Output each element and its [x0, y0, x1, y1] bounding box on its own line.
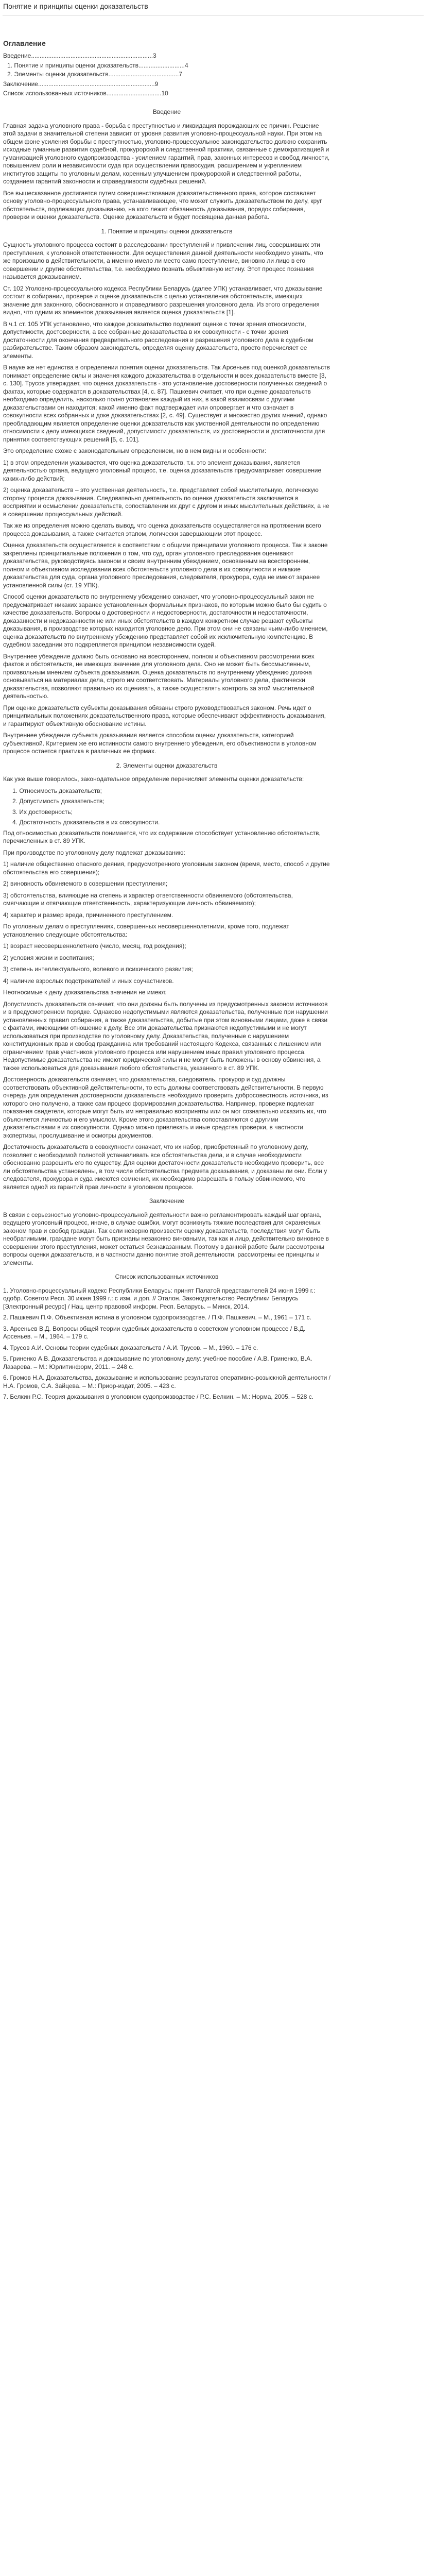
bibliography-entry: 1. Уголовно-процессуальный кодекс Республики Беларусь: принят Палатой представителей 24 июня 1999 г.: одобр. Советом Респ. 30 июня 1999 г.: с изм. и доп. // Эталон. Законодательство Республики Беларусь [Электронный ресурс] / Нац. центр правовой информ. Респ. Беларусь. – Минск, 2014. [3, 1286, 316, 1310]
conclusion-paragraph: В связи с серьезностью уголовно-процессуальной деятельности важно регламентировать каждый шаг органа, ведущего уголовный процесс, иначе, в случае ошибки, могут возникнуть тяжкие последствия для охраняемых законом прав и свобод граждан. Так если неверно произвести оценку доказательств, последствия могут быть необратимыми, граждане могут быть признаны незаконно виновными, так как и лицо, действительно виновное в совершении этого преступления, может остаться безнаказанным. Поэтому в данной работе были рассмотрены вопросы оценки доказательств, и в частности данно понятие этой деятельности, рассмотрены ее принципы и элементы. [3, 1211, 329, 1266]
bibliography-list [3, 1287, 330, 1401]
toc-entry-intro[interactable]: Введение.......................................................................3 [3, 52, 156, 59]
bibliography-entry: 2. Пашкевич П.Ф. Объективная истина в уголовном судопроизводстве. / П.Ф. Пашкевич. – М., 1961 – 171 с. [3, 1314, 311, 1321]
chapter-2-paragraph: При производстве по уголовному делу подлежат доказыванию: [3, 849, 185, 856]
chapter-1-section [3, 241, 330, 756]
toc-entry-chapter-2[interactable]: 2. Элементы оценки доказательств.........................................7 [7, 71, 183, 78]
chapter-2-list-item: 2. Допустимость доказательств; [12, 798, 104, 805]
chapter-1-paragraph: Внутреннее убеждение субъекта доказывания является способом оценки доказательств, категорией субъективной. Критерием же его истинности самого внутреннего убеждения, его объективности в уголовном процессе остается практика в различных ее формах. [3, 732, 317, 755]
bibliography-entry: 5. Гриненко А.В. Доказательства и доказывание по уголовному делу: учебное пособие / А.В. Гриненко, В.А. Лазарева. – М.: Юрлитинформ, 2011. – 248 с. [3, 1355, 312, 1370]
chapter-2-list [3, 787, 330, 827]
chapter-2-paragraph: 4) наличие взрослых подстрекателей и иных соучастников. [3, 977, 174, 985]
chapter-1-paragraph: Ст. 102 Уголовно-процессуального кодекса Республики Беларусь (далее УПК) устанавливает, что доказывание состоит в собирании, проверке и оценке доказательств с целью установления обстоятельств, имеющих значение для законного, обоснованного и справедливого разрешения уголовного дела. Из этого определения видно, что одним из элементов доказывания является оценка доказательств [1]. [3, 284, 323, 316]
toc-entry-chapter-1[interactable]: 1. Понятие и принципы оценки доказательств...........................4 [7, 62, 188, 69]
conclusion-heading: Заключение [149, 1197, 184, 1205]
chapter-2-paragraph: 2) условия жизни и воспитания; [3, 954, 94, 961]
bibliography-heading: Список использованных источников [115, 1273, 219, 1280]
chapter-1-heading: 1. Понятие и принципы оценки доказательств [101, 227, 233, 235]
toc-entry-conclusion[interactable]: Заключение....................................................................9 [3, 80, 159, 88]
chapter-1-paragraph: Способ оценки доказательств по внутреннему убеждению означает, что уголовно-процессуальный закон не предусматривает никаких заранее установленных формальных признаков, по которым можно было бы судить о качестве доказательств. Вопросы о достоверности и недостоверности, достаточности и недостаточности, доказанности и недоказанности не или иных обстоятельств в каждом конкретном случае решают субъекты доказывания, в производстве которых находится уголовное дело. При этом они не связаны чьим-либо мнением, оценка доказательств по внутреннему убеждению представляет собой их исключительную компетенцию. В судебном заседании это подкрепляется принципом независимости судей. [3, 593, 328, 648]
chapter-2-list-item: 4. Достаточность доказательств в их совокупности. [12, 819, 160, 826]
chapter-2-heading: 2. Элементы оценки доказательств [116, 761, 218, 769]
intro-paragraph: Все вышесказанное достигается путем совершенствования доказательственного права, которое составляет основу уголовно-процессуального права, устанавливающее, что может служить доказательством по делу, круг обстоятельств, подлежащих доказыванию, на кого лежит обязанность доказывания, порядок собирания, проверки и оценки доказательств. Оценке доказательств и будет посвящена данная работа. [3, 189, 322, 221]
bibliography-entry: 4. Трусов А.И. Основы теории судебных доказательств / А.И. Трусов. – М., 1960. – 176 с. [3, 1344, 258, 1351]
toc-heading: Оглавление [3, 39, 46, 47]
chapter-2-paragraph: 1) возраст несовершеннолетнего (число, месяц, год рождения); [3, 942, 186, 950]
chapter-2-paragraph: Допустимость доказательств означает, что они должны быть получены из предусмотренных законом источников и в предусмотренном порядке. Однаково недопустимыми являются доказательства, полученные при нарушении установленных правил собирания, а также доказательства, добытые при этом виновными лицами, даже в связи с фактами, имеющими отношение к делу. Все эти доказательства признаются недопустимыми и не могут использоваться при производстве по уголовному делу. Доказательства, полученные с нарушением конституционных прав и свобод гражданина или требований настоящего Кодекса, связанных с лишением или ограничением прав участников уголовного процесса или нарушением иных правил уголовного процесса. Недопустимые доказательства не имеют юридической силы и не могут быть положены в основу обвинения, а также использоваться для доказывания любого обстоятельства, указанного в ст. 89 УПК. [3, 1000, 328, 1072]
intro-paragraph: Главная задача уголовного права - борьба с преступностью и ликвидация порождающих ее причин. Решение этой задачи в значительной степени зависит от уровня развития уголовно-процессуальной науки. При этом на общем фоне усиления борьбы с преступностью, уголовно-процессуальное законодательство должно сохранить исходные гуманные развития судебной, прокурорской и следственной практики, связанные с демократизацией и гуманизацией уголовного судопроизводства - усилением гарантий, прав, законных интересов и свобод личности, повышением роли и независимости суда при осуществлении правосудия, расширением и укреплением институтов защиты по уголовным делам, коренным улучшением прокурорской и следственной работы, созданием гарантий законности и справедливости судебных решений. [3, 122, 330, 185]
chapter-2-paragraph: Под относимостью доказательств понимается, что их содержание способствует установлению обстоятельств, перечисленных в ст. 89 УПК. [3, 829, 321, 844]
chapter-2-paragraph: 3) степень интеллектуального, волевого и психического развития; [3, 965, 193, 973]
chapter-1-paragraph: В ч.1 ст. 105 УПК установлено, что каждое доказательство подлежит оценке с точки зрения относимости, допустимости, достоверности, а все собранные доказательства в их совокупности - с точки зрения достаточности для окончания предварительного расследования и разрешения уголовного дела в судебном разбирательстве. Таким образом законодатель, определяя оценку доказательств, просто перечисляет ее элементы. [3, 320, 313, 360]
chapter-1-paragraph: Сущность уголовного процесса состоит в расследовании преступлений и привлечении лиц, совершивших эти преступления, к уголовной ответственности. Для осуществления данной деятельности необходимо узнать, что же произошло в действительности, а именно имело ли место само преступление, виновно ли лицо в его совершении и другие обстоятельства, т.е. необходимо познать объективную истину. Этот процесс познания называется доказыванием. [3, 241, 323, 280]
chapter-2-list-item: 3. Их достоверность; [12, 808, 73, 816]
chapter-1-paragraph: 1) в этом определении указывается, что оценка доказательств, т.к. это элемент доказывания, является деятельностью органа, ведущего уголовный процесс, т.е. оценка доказательств предусматривает совершение каких-либо действий; [3, 459, 322, 482]
document-body [3, 108, 330, 1404]
chapter-2-paragraph: 1) наличие общественно опасного деяния, предусмотренного уголовным законом (время, место, способ и другие обстоятельства его совершения); [3, 860, 330, 876]
bibliography-entry: 7. Белкин Р.С. Теория доказывания в уголовном судопроизводстве / Р.С. Белкин. – М.: Норма, 2005. – 528 с. [3, 1393, 314, 1400]
chapter-1-paragraph: Оценка доказательств осуществляется в соответствии с общими принципами уголовного процесса. Так в законе закреплены принципиальные положения о том, что суд, орган уголовного преследования оценивают доказательства, руководствуясь законом и своим внутренним убеждением, основанным на всестороннем, полном и объективном исследовании всех обстоятельств уголовного дела в их совокупности и никакие доказательства для суда, органа уголовного преследования, следователя, прокурора, суда не имеют заранее установленной силы (ст. 19 УПК). [3, 541, 328, 589]
conclusion-section [3, 1211, 330, 1267]
chapter-2-list-item: 1. Относимость доказательств; [12, 787, 102, 794]
chapter-2-paragraph: Достоверность доказательств означает, что доказательства, следователь, прокурор и суд должны соответствовать объективной действительности, то есть должны соответствовать действительности. В первую очередь для определения достоверности доказательств необходимо проверить добросовестность источника, из которого оно получено, а также сам процесс формирования доказательства. Например, проверке подлежат показания свидетеля, которые могут быть им неправильно восприняты или он мог сознательно исказить их, что объясняется личностью и его умыслом. Кроме этого доказательства сопоставляются с другими доказательствами в их совокупности. Однако можно привлекать и иные средства проверки, в частности экспертизы, прослушивание и осмотры документов. [3, 1076, 328, 1139]
bibliography-entry: 6. Громов Н.А. Доказательства, доказывание и использование результатов оперативно-розыскной деятельности / Н.А. Громов, С.А. Зайцева. – М.: Приор-издат, 2005. – 423 с. [3, 1374, 330, 1389]
chapter-1-paragraph: Это определение схоже с законодательным определением, но в нем видны и особенности: [3, 447, 267, 454]
chapter-1-paragraph: Внутреннее убеждение должно быть основано на всестороннем, полном и объективном рассмотрении всех фактов и обстоятельств, не имеющих значение для уголовного дела. Оно не может быть бессмысленным, произвольным мнением субъекта доказывания. Оценка доказательств по внутреннему убеждению должна основываться на материалах дела, строго им соответствовать. Материалы уголовного дела, фактически доказательства, позволяют правильно их оценивать, а также осуществлять контроль за этой мыслительной деятельностью. [3, 652, 315, 700]
intro-heading: Введение [152, 108, 181, 115]
chapter-2-section [3, 829, 330, 1192]
chapter-1-paragraph: В науке же нет единства в определении понятия оценки доказательств. Так Арсеньев под оценкой доказательств понимает определение силы и значения каждого доказательства в отдельности и всех доказательств вместе [3, с. 130]. Трусов утверждает, что оценка доказательств - это установление достоверности полученных сведений о фактах, которые содержатся в доказательствах [4, с. 87]. Пашкевич считает, что при оценке доказательств необходимо определить, насколько полно установлен каждый из них, в какой взаимосвязи с другими доказательствами он находится; какой именно факт подтверждает или опровергает и что означает в совокупности всех собранных и доке доказательствах [2, с. 49]. Существует и множество других мнений, однако преобладающим является определение оценки доказательств как умственной деятельности по определению относимости к делу имеющихся сведений, допустимости доказательств, их достоверности и достаточности для принятия соответствующих решений [5, с. 101]. [3, 364, 330, 443]
chapter-2-paragraph: 2) виновность обвиняемого в совершении преступления; [3, 880, 168, 887]
chapter-2-paragraph: 4) характер и размер вреда, причиненного преступлением. [3, 911, 173, 919]
page-title: Понятие и принципы оценки доказательств [3, 2, 148, 10]
intro-section [3, 122, 330, 222]
chapter-2-paragraph: По уголовным делам о преступлениях, совершенных несовершеннолетними, кроме того, подлежат установлению следующие обстоятельства: [3, 923, 289, 938]
bibliography-entry: 3. Арсеньев В.Д. Вопросы общей теории судебных доказательств в советском уголовном процессе / В.Д. Арсеньев. – М., 1964. – 179 с. [3, 1325, 306, 1340]
toc-entry-bibliography[interactable]: Список использованных источников................................10 [3, 90, 168, 97]
chapter-2-intro: Как уже выше говорилось, законодательное определение перечисляет элементы оценки доказательств: [3, 775, 304, 783]
chapter-1-paragraph: 2) оценка доказательств – это умственная деятельность, т.е. представляет собой мыслительную, логическую сторону процесса доказывания. Следовательно деятельность по оценке доказательств заключается в восприятии и осмыслении доказательств, сопоставлении их друг с другом и иных мыслительных действиях, а не в совершении процессуальных действий. [3, 486, 329, 518]
chapter-2-paragraph: Достаточность доказательств в совокупности означает, что их набор, приобретенный по уголовному делу, позволяет с необходимой полнотой устанавливать все обстоятельства дела, и в случае необходимости обоснованно разрешить его по существу. Для оценки достаточности доказательств необходимо проверить, все ли обстоятельства установлены, в том числе обстоятельства предмета доказывания, и доказаны ли они. Если у следователя, прокурора и суда имеются сомнения, их необходимо разрешать в пользу обвиняемого, что является одной из гарантий прав личности в уголовном процессе. [3, 1143, 327, 1191]
chapter-1-paragraph: Так же из определения можно сделать вывод, что оценка доказательств осуществляется на протяжении всего процесса доказывания, а также считается этапом, логически завершающим этот процесс. [3, 522, 321, 537]
chapter-2-paragraph: 3) обстоятельства, влияющие на степень и характер ответственности обвиняемого (обстоятельства, смягчающие и отягчающие ответственность, характеризующие личность обвиняемого); [3, 891, 293, 907]
chapter-2-paragraph: Неотносимые к делу доказательства значения не имеют. [3, 989, 167, 996]
chapter-1-paragraph: При оценке доказательств субъекты доказывания обязаны строго руководствоваться законом. Речь идет о принципиальных положениях доказательственного права, которые обеспечивают эффективность доказывания, и гарантируют объективную обоснование истины. [3, 704, 326, 727]
